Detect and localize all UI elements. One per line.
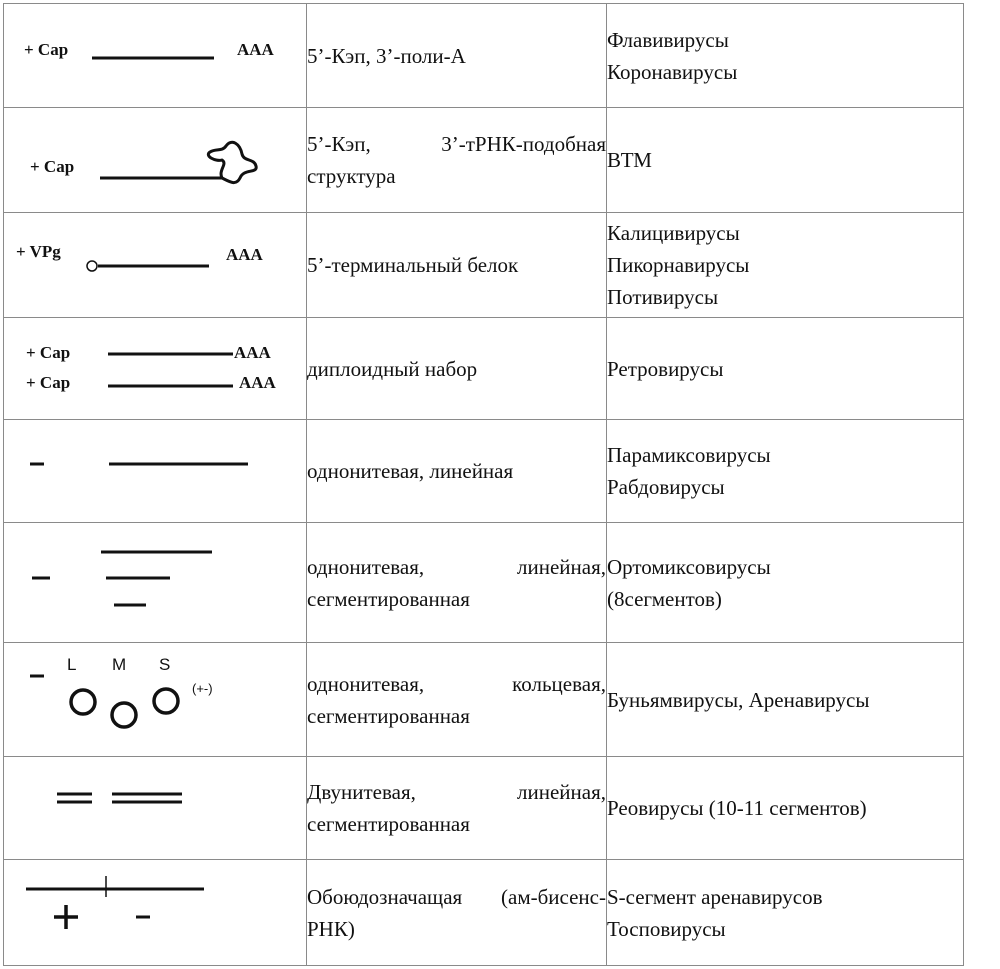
genome-description: однонитевая, линейная [307,459,514,483]
virus-families-cell [607,213,964,318]
genome-description: однонитевая, кольцевая, сегментированная [307,671,606,728]
vpg-genome-diagram [4,213,306,318]
virus-family: Пикорнавирусы [607,253,750,277]
virus-family: Калицивирусы [607,221,740,245]
virus-family: ВТМ [607,148,652,172]
segment-s-label: S [159,655,171,674]
circular-segmented-genome-diagram [4,643,306,757]
genome-description: диплоидный набор [307,356,478,381]
genome-description-cell [307,318,607,420]
polya-label: AAA [239,373,276,392]
cap-label: + Cap [26,373,71,392]
table-row [4,643,964,757]
ambisense-label: (+-) [192,681,213,696]
genome-description-cell [307,860,607,966]
ambisense-genome-diagram [4,860,306,966]
cap-label: + Cap [30,157,75,176]
virus-family: Реовирусы (10-11 сегментов) [607,796,867,820]
genome-table [3,3,964,966]
cap-label: + Cap [24,40,69,59]
vpg-protein-icon [87,261,97,271]
segmented-genome-diagram [4,523,306,643]
table-row [4,213,964,318]
negative-strand-genome-diagram [4,420,306,523]
genome-description-cell [307,523,607,643]
virus-family: Ортомиксовирусы [607,554,771,579]
virus-families-cell [607,4,964,108]
genome-diagram-cell [4,4,307,108]
genome-description-cell [307,213,607,318]
table-row [4,4,964,108]
genome-description-cell [307,4,607,108]
genome-diagram-cell [4,318,307,420]
genome-description: 5’-Кэп, 3’-поли-А [307,43,466,68]
virus-family: (8сегментов) [607,586,722,611]
table-row [4,108,964,213]
genome-diagram-cell [4,757,307,860]
genome-diagram-cell [4,523,307,643]
table-row [4,860,964,966]
genome-description-cell [307,108,607,213]
virus-families-cell [607,523,964,643]
segment-m-label: M [112,655,127,674]
polya-label: AAA [237,40,274,59]
virus-family: Парамиксовирусы [607,443,771,467]
virus-family: Тосповирусы [607,916,726,941]
virus-families-cell [607,108,964,213]
diploid-genome-diagram [4,318,306,420]
genome-diagram-cell [4,108,307,213]
virus-families-cell [607,420,964,523]
virus-families-cell [607,643,964,757]
genome-description: 5’-Кэп, 3’-тРНК-подобная структура [307,132,606,188]
circular-segment-icon [154,689,178,713]
cap-polya-genome-diagram [4,4,306,108]
cap-label: + Cap [26,343,71,362]
genome-description: Двунитевая, линейная, сегментированная [307,780,606,836]
genome-diagram-cell [4,213,307,318]
virus-family: S-сегмент аренавирусов [607,884,823,909]
polya-label: AAA [234,343,271,362]
virus-family: Коронавирусы [607,59,738,84]
vpg-label: + VPg [16,242,61,261]
genome-diagram-cell [4,643,307,757]
cap-trna-genome-diagram [4,108,306,213]
genome-description-cell [307,643,607,757]
genome-description: однонитевая, линейная, сегментированная [307,554,606,611]
genome-description: 5’-терминальный белок [307,253,519,277]
virus-families-cell [607,318,964,420]
genome-description-cell [307,420,607,523]
table-row [4,318,964,420]
circular-segment-icon [71,690,95,714]
table-row [4,757,964,860]
virus-families-cell [607,757,964,860]
genome-diagram-cell [4,420,307,523]
genome-description: Обоюдозначащая (ам-бисенс-РНК) [307,884,606,941]
segment-l-label: L [67,655,77,674]
virus-family: Рабдовирусы [607,475,725,499]
virus-family: Ретровирусы [607,356,724,381]
virus-family: Потивирусы [607,285,719,309]
polya-label: AAA [226,245,263,264]
table-row [4,523,964,643]
virus-families-cell [607,860,964,966]
virus-family: Буньямвирусы, Аренавирусы [607,687,870,712]
table-row [4,420,964,523]
double-stranded-genome-diagram [4,757,306,860]
genome-description-cell [307,757,607,860]
virus-family: Флавивирусы [607,27,729,52]
circular-segment-icon [112,703,136,727]
genome-diagram-cell [4,860,307,966]
